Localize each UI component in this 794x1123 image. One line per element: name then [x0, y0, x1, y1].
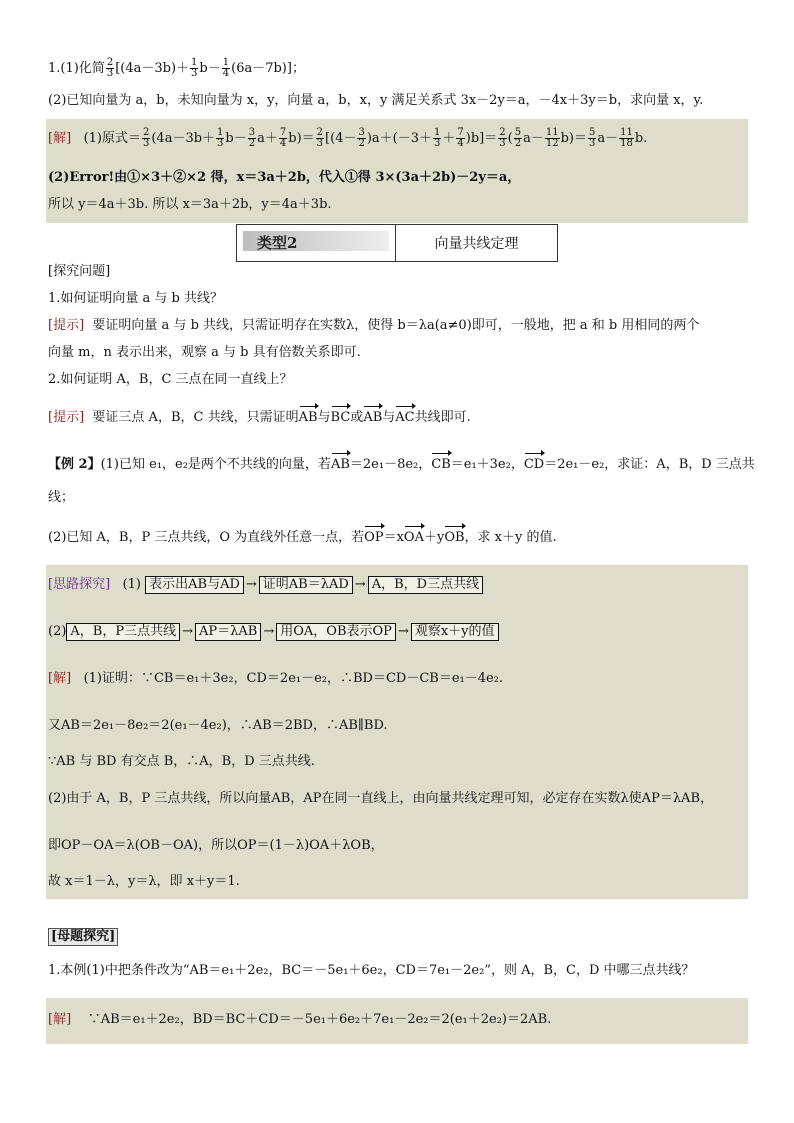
vector-ab: AB — [363, 410, 383, 425]
solution-text: ＋ — [442, 131, 456, 146]
explore-question-2: 2.如何证明 A，B，C 三点在同一直线上？ — [48, 372, 293, 387]
hint-text: 共线即可. — [414, 410, 471, 425]
hint-tag: [提示] — [48, 318, 85, 333]
hint-tag: [提示] — [48, 410, 85, 425]
thinking-label: (2) — [48, 624, 67, 639]
section-header — [236, 224, 558, 262]
solution-tag: [解] — [48, 671, 72, 686]
fraction: $\frac{2}{3}$ — [499, 127, 506, 149]
fraction: $\frac{5}{2}$ — [514, 127, 522, 149]
thinking-row-2 — [48, 623, 748, 641]
solution-text: (2)Error!由①×3＋②×2 得，x＝3a＋2b，代入①得 3×(3a＋2b)－2y＝a， — [48, 170, 521, 185]
flow-box: 证明AB＝λAD — [259, 576, 353, 594]
explore-title: [探究问题] — [48, 264, 111, 279]
solution-2-line-2: 又AB＝2e₁－8e₂＝2(e₁－4e₂)，∴AB＝2BD，∴AB∥BD. — [48, 718, 388, 733]
fraction: $\frac{2}{3}$ — [142, 127, 150, 149]
fraction: $\frac{1}{4}$ — [222, 57, 230, 79]
solution-text: b)＝ — [288, 131, 315, 146]
fraction: $\frac{1}{3}$ — [217, 127, 224, 149]
solution-text: a－ — [523, 131, 544, 146]
flow-box: 用OA，OB表示OP — [276, 623, 396, 641]
problem-text: b－ — [199, 61, 221, 76]
solution-2-line-4: (2)由于 A，B，P 三点共线，所以向量AB，AP在同一直线上，由向量共线定理可知，必定存在实数λ使AP＝λAB， — [48, 791, 714, 806]
problem-text: [(4a－3b)＋ — [115, 61, 190, 76]
flow-box: A，B，P三点共线 — [66, 623, 180, 641]
example-text: (1)已知 e₁，e₂是两个不共线的向量，若 — [100, 457, 331, 472]
hint-text: 与 — [382, 410, 396, 425]
fraction: $\frac{5}{3}$ — [588, 127, 596, 149]
problem-1-part-2: (2)已知向量为 a，b，未知向量为 x，y，向量 a，b，x，y 满足关系式 3x－2y＝a，－4x＋3y＝b，求向量 x，y. — [48, 93, 704, 108]
thinking-tag: [思路探究] — [48, 577, 111, 592]
solution-text: [ — [325, 131, 331, 146]
fraction: $\frac{3}{2}$ — [248, 127, 256, 149]
mother-solution — [48, 1011, 748, 1029]
solution-text: b－ — [225, 131, 247, 146]
thinking-row-1 — [48, 576, 748, 594]
example-text: ＝2e₁－e₂，求证：A，B，D 三点共 — [544, 457, 755, 472]
mother-problem-title: [母题探究] — [48, 928, 118, 946]
solution-text: b)＝ — [560, 131, 587, 146]
solution-text: a－ — [597, 131, 619, 146]
flow-box: AP＝λAB — [195, 623, 261, 641]
example-text: ，求 x＋y 的值. — [464, 530, 557, 545]
arrow-right-icon: → — [182, 624, 194, 639]
vector-bc: BC — [330, 410, 351, 425]
solution-2-line-1 — [48, 670, 748, 688]
solution-text: ∵AB＝e₁＋2e₂，BD＝BC＋CD＝－5e₁＋6e₂＋7e₁－2e₂＝2(e₁＋2e₂)＝2AB. — [87, 1012, 552, 1027]
vector-cd: CD — [523, 457, 545, 472]
fraction: $\frac{7}{4}$ — [279, 127, 287, 149]
problem-text: (6a－7b)]； — [231, 61, 305, 76]
section-badge-label: 类型2 — [257, 234, 298, 252]
section-badge-cell — [237, 225, 396, 261]
flow-box: A，B，D三点共线 — [368, 576, 483, 594]
hint-text: 或 — [350, 410, 364, 425]
vector-ac: AC — [395, 410, 415, 425]
arrow-right-icon: → — [397, 624, 409, 639]
hint-1-line-2: 向量 m，n 表示出来，观察 a 与 b 具有倍数关系即可. — [48, 345, 361, 360]
vector-ob: OB — [444, 530, 465, 545]
solution-1-line-1 — [48, 128, 748, 149]
thinking-label: (1) — [122, 577, 141, 592]
arrow-right-icon: → — [263, 624, 275, 639]
vector-op: OP — [364, 530, 384, 545]
mother-question: 1.本例(1)中把条件改为“AB＝e₁＋2e₂，BC＝－5e₁＋6e₂，CD＝7e₁－2e₂”，则 A，B，C，D 中哪三点共线？ — [48, 963, 695, 978]
fraction: $\frac{1}{3}$ — [434, 127, 441, 149]
hint-text: 要证三点 A，B，C 共线，只需证明 — [92, 410, 299, 425]
fraction: $\frac{2}{3}$ — [316, 127, 324, 149]
solution-text: ( — [507, 131, 513, 146]
example-2-line-2: 线； — [48, 490, 75, 505]
fraction: $\frac{1}{3}$ — [191, 57, 198, 79]
vector-ab: AB — [298, 410, 318, 425]
solution-text: (4－ — [330, 131, 357, 146]
vector-ab: AB — [330, 457, 350, 472]
example-2-line-1 — [48, 456, 755, 474]
fraction: $\frac{11}{18}$ — [620, 127, 633, 149]
example-text: ＝x — [383, 530, 404, 545]
problem-1-line — [48, 58, 748, 79]
flow-box: 表示出AB与AD — [145, 576, 244, 594]
example-2-line-3 — [48, 529, 748, 547]
solution-2-line-3: ∵AB 与 BD 有交点 B，∴A，B，D 三点共线. — [48, 754, 315, 769]
arrow-right-icon: → — [354, 577, 366, 592]
solution-2-line-5: 即OP－OA＝λ(OB－OA)，所以OP＝(1－λ)OA＋λOB， — [48, 838, 384, 853]
solution-text: (1)证明：∵CB＝e₁＋3e₂，CD＝2e₁－e₂，∴BD＝CD－CB＝e₁－4e₂. — [83, 671, 504, 686]
solution-text: b. — [634, 131, 648, 146]
hint-text: 要证明向量 a 与 b 共线，只需证明存在实数λ，使得 b＝λa(a≠0)即可，一般地，把 a 和 b 用相同的两个 — [92, 318, 700, 333]
fraction: $\frac{3}{2}$ — [358, 127, 365, 149]
hint-2 — [48, 409, 748, 427]
section-badge — [243, 231, 389, 251]
solution-text: (1)原式＝ — [83, 131, 141, 146]
solution-tag: [解] — [48, 1012, 72, 1027]
solution-1-line-3: 所以 y＝4a＋3b. 所以 x＝3a＋2b，y＝4a＋3b. — [48, 197, 332, 212]
example-label: 【例 2】 — [48, 457, 101, 472]
flow-box: 观察x＋y的值 — [411, 623, 499, 641]
solution-2-line-6: 故 x＝1－λ，y＝λ，即 x＋y＝1. — [48, 874, 240, 889]
fraction: $\frac{7}{4}$ — [457, 127, 464, 149]
section-title: 向量共线定理 — [434, 236, 519, 252]
fraction: $\frac{11}{12}$ — [545, 127, 559, 149]
solution-text: (4a－3b＋ — [151, 131, 216, 146]
fraction: $\frac{2}{3}$ — [106, 57, 114, 79]
example-text: (2)已知 A，B，P 三点共线，O 为直线外任意一点，若 — [48, 530, 365, 545]
example-text: ＝e₁＋3e₂， — [450, 457, 524, 472]
solution-text: )a＋(－3＋ — [366, 131, 433, 146]
arrow-right-icon: → — [245, 577, 257, 592]
vector-cb: CB — [431, 457, 451, 472]
vector-oa: OA — [403, 530, 424, 545]
solution-text: )b]＝ — [465, 131, 498, 146]
solution-text: a＋ — [257, 131, 278, 146]
example-text: ＝2e₁－8e₂， — [349, 457, 432, 472]
solution-1-line-2 — [48, 169, 748, 187]
example-text: ＋y — [423, 530, 445, 545]
hint-text: 与 — [317, 410, 331, 425]
problem-text: 1.(1)化简 — [48, 61, 105, 76]
explore-question-1: 1.如何证明向量 a 与 b 共线？ — [48, 291, 224, 306]
hint-1-line-1 — [48, 317, 748, 335]
solution-tag: [解] — [48, 131, 72, 146]
